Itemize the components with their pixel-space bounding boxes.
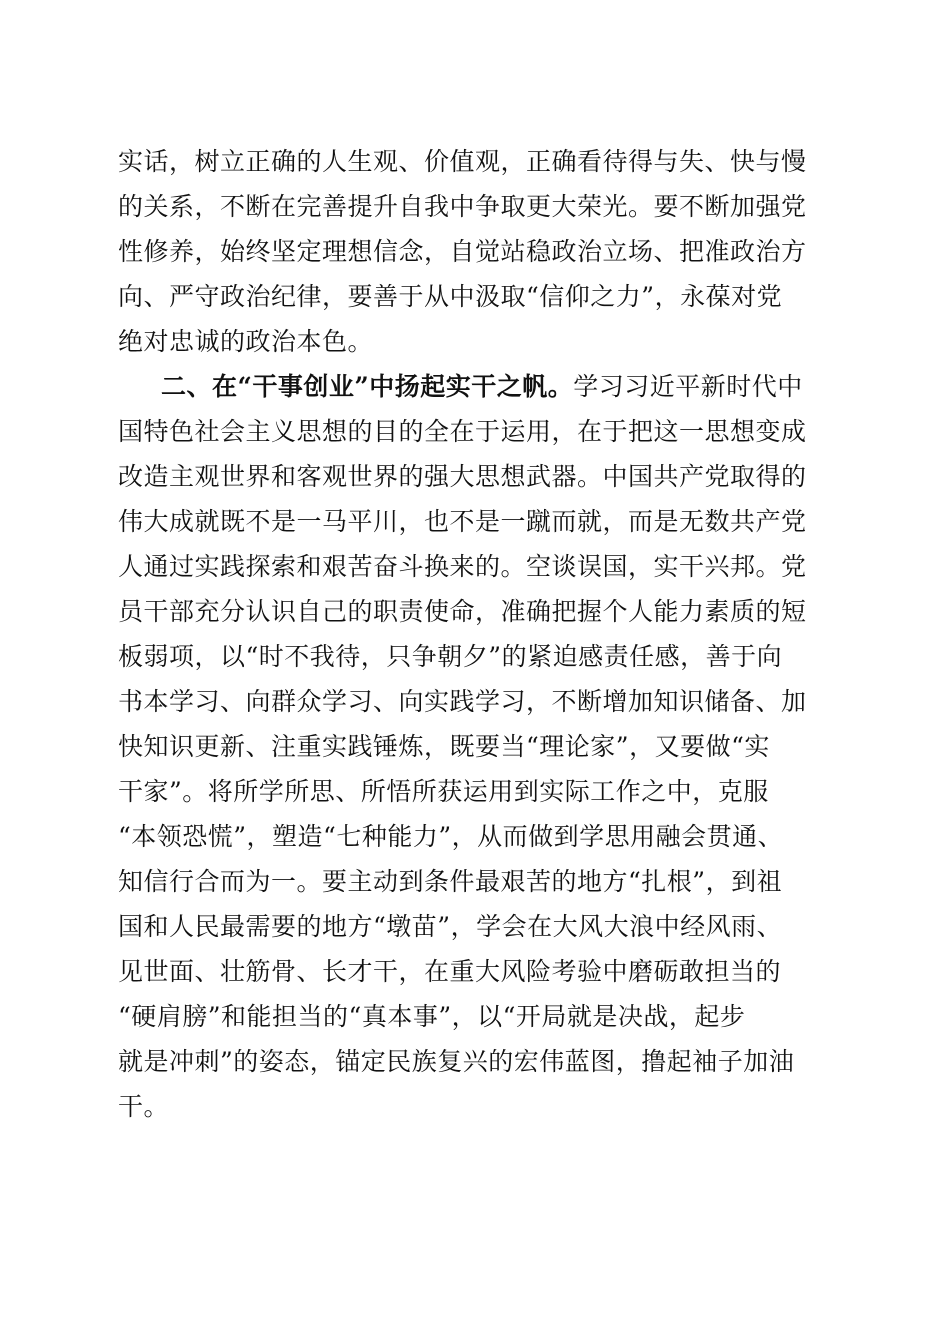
paragraph-line: 员干部充分认识自己的职责使命，准确把握个人能力素质的短 bbox=[118, 597, 807, 626]
paragraph-line: “硬肩膀”和能担当的“真本事”，以“开局就是决战，起步 bbox=[118, 1002, 746, 1031]
paragraph-line: 就是冲刺”的姿态，锚定民族复兴的宏伟蓝图，撸起袖子加油 bbox=[118, 1047, 795, 1076]
paragraph-line: 国特色社会主义思想的目的全在于运用，在于把这一思想变成 bbox=[118, 417, 807, 446]
paragraph-line: “本领恐慌”，塑造“七种能力”，从而做到学思用融会贯通、 bbox=[118, 822, 784, 851]
paragraph-line: 的关系，不断在完善提升自我中争取更大荣光。要不断加强党 bbox=[118, 192, 807, 221]
paragraph-line: 知信行合而为一。要主动到条件最艰苦的地方“扎根”，到祖 bbox=[118, 867, 783, 896]
paragraph-line: 性修养，始终坚定理想信念，自觉站稳政治立场、把准政治方 bbox=[118, 237, 807, 266]
paragraph-line: 国和人民最需要的地方“墩苗”，学会在大风大浪中经风雨、 bbox=[118, 912, 783, 941]
paragraph-line: 实话，树立正确的人生观、价值观，正确看待得与失、快与慢 bbox=[118, 147, 807, 176]
paragraph-line: 干。 bbox=[118, 1092, 170, 1121]
paragraph-line: 干家”。将所学所思、所悟所获运用到实际工作之中，克服 bbox=[118, 777, 769, 806]
paragraph-line: 改造主观世界和客观世界的强大思想武器。中国共产党取得的 bbox=[118, 462, 807, 491]
paragraph-line: 人通过实践探索和艰苦奋斗换来的。空谈误国，实干兴邦。党 bbox=[118, 552, 807, 581]
section-heading-continuation: 学习习近平新时代中 bbox=[573, 372, 803, 401]
paragraph-line: 绝对忠诚的政治本色。 bbox=[118, 327, 374, 356]
paragraph-line: 板弱项，以“时不我待，只争朝夕”的紧迫感责任感，善于向 bbox=[118, 642, 783, 671]
paragraph-line: 向、严守政治纪律，要善于从中汲取“信仰之力”，永葆对党 bbox=[118, 282, 783, 311]
paragraph-line: 见世面、壮筋骨、长才干，在重大风险考验中磨砺敢担当的 bbox=[118, 957, 782, 986]
paragraph-line: 伟大成就既不是一马平川，也不是一蹴而就，而是无数共产党 bbox=[118, 507, 807, 536]
section-two-paragraph bbox=[118, 364, 838, 1129]
paragraph-line: 书本学习、向群众学习、向实践学习，不断增加知识储备、加 bbox=[118, 687, 807, 716]
paragraph-continued bbox=[118, 139, 838, 364]
section-heading: 二、在“干事创业”中扬起实干之帆。 bbox=[161, 372, 574, 401]
section-heading-line bbox=[118, 364, 838, 409]
paragraph-line: 快知识更新、注重实践锤炼，既要当“理论家”，又要做“实 bbox=[118, 732, 770, 761]
